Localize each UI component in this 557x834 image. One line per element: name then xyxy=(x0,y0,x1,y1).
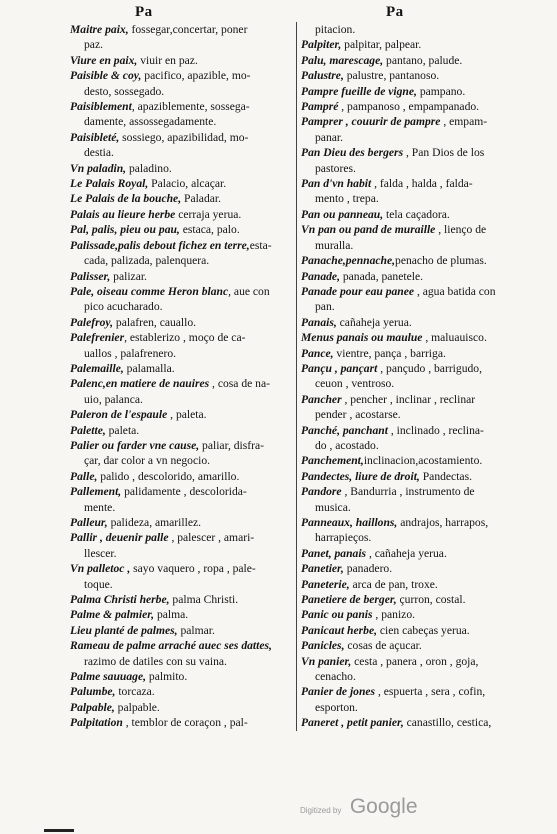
dictionary-entry-line xyxy=(301,469,527,484)
dictionary-entry-line xyxy=(301,130,527,145)
dictionary-entry-line xyxy=(70,361,285,376)
entry-headword: Pandectes, liure de droit, xyxy=(301,469,420,483)
entry-headword: Panché, panchant xyxy=(301,423,388,437)
entry-definition: estaca, palo. xyxy=(179,223,240,237)
dictionary-entry-line xyxy=(70,561,285,576)
entry-definition: , apaziblemente, sossega- xyxy=(131,100,250,114)
dictionary-column-left xyxy=(70,22,285,731)
dictionary-entry-line xyxy=(301,407,527,422)
entry-headword: Panache,pennache, xyxy=(301,254,396,268)
dictionary-entry-line xyxy=(301,438,527,453)
entry-definition: çurron, costal. xyxy=(396,593,466,607)
watermark-prefix: Digitized by xyxy=(300,806,342,815)
entry-definition: , falda , halda , falda- xyxy=(371,177,473,191)
entry-headword: Palumbe, xyxy=(70,685,116,699)
entry-definition: Paladar. xyxy=(181,192,222,206)
entry-definition: palma. xyxy=(154,608,189,622)
entry-headword: Pancher xyxy=(301,392,342,406)
entry-definition: palamalla. xyxy=(123,361,175,375)
dictionary-entry-line xyxy=(301,392,527,407)
dictionary-entry-line xyxy=(70,577,285,592)
entry-definition: pan. xyxy=(315,300,335,314)
entry-headword: Pampré xyxy=(301,100,339,114)
entry-definition: panadero. xyxy=(343,562,393,576)
entry-headword: Vn panier, xyxy=(301,654,352,668)
dictionary-entry-line xyxy=(301,145,527,160)
entry-definition: pender , acostarse. xyxy=(315,408,401,422)
entry-definition: llescer. xyxy=(84,546,117,560)
entry-definition: , empam- xyxy=(440,115,488,129)
entry-definition: palideza, amarillez. xyxy=(107,516,202,529)
dictionary-entry-line xyxy=(301,592,527,607)
dictionary-entry-line xyxy=(301,269,527,284)
entry-headword: Paisiblement xyxy=(70,100,132,114)
entry-headword: Pallement, xyxy=(70,485,122,499)
dictionary-entry-line xyxy=(301,346,527,361)
entry-definition: palma Christi. xyxy=(169,593,239,607)
entry-definition: andrajos, harrapos, xyxy=(397,516,489,529)
dictionary-entry-line xyxy=(301,68,527,83)
dictionary-entry-line xyxy=(70,330,285,345)
entry-headword: Panais, xyxy=(301,315,337,329)
dictionary-entry-line xyxy=(70,423,285,438)
entry-definition: palmar. xyxy=(177,623,215,637)
entry-headword: Palefrenier xyxy=(70,331,125,345)
entry-definition: , pencher , inclinar , reclinar xyxy=(341,392,476,406)
entry-headword: Palme & palmier, xyxy=(70,608,155,622)
digitized-watermark xyxy=(300,795,418,819)
dictionary-entry-line xyxy=(301,99,527,114)
entry-definition: mento , trepa. xyxy=(315,192,379,206)
dictionary-entry-line xyxy=(301,37,527,52)
google-logo: Google xyxy=(349,795,418,818)
dictionary-entry-line xyxy=(301,700,527,715)
entry-headword: Viure en paix, xyxy=(70,53,138,67)
entry-headword: Palefroy, xyxy=(70,315,114,329)
entry-headword: Palisser, xyxy=(70,269,111,283)
entry-definition: , pançudo , barrigudo, xyxy=(377,361,482,375)
entry-definition: pitacion. xyxy=(315,23,356,36)
dictionary-entry-line xyxy=(301,315,527,330)
entry-headword: Palais au lieure herbe xyxy=(70,207,176,221)
entry-definition: çar, dar color a vn negocio. xyxy=(84,454,211,468)
dictionary-entry-line xyxy=(301,330,527,345)
dictionary-entry-line xyxy=(70,222,285,237)
dictionary-entry-line xyxy=(301,423,527,438)
entry-headword: Panneaux, haillons, xyxy=(301,516,398,529)
entry-headword: Le Palais de la bouche, xyxy=(70,192,182,206)
entry-definition: , lienço de xyxy=(435,223,487,237)
dictionary-entry-line xyxy=(70,669,285,684)
entry-headword: Palpable, xyxy=(70,700,115,714)
entry-definition: paleta. xyxy=(105,423,140,437)
entry-definition: mente. xyxy=(84,500,116,514)
entry-definition: cien cabeças yerua. xyxy=(377,623,470,637)
dictionary-entry-line xyxy=(70,484,285,499)
entry-headword: Palier ou farder vne cause, xyxy=(70,438,200,452)
entry-definition: sayo vaquero , ropa , pale- xyxy=(130,562,256,576)
entry-headword: Paneterie, xyxy=(301,577,350,591)
entry-headword: Panic ou panis xyxy=(301,608,373,622)
entry-headword: Palette, xyxy=(70,423,106,437)
entry-headword: Panchement, xyxy=(301,454,364,468)
entry-definition: pastores. xyxy=(315,161,356,175)
dictionary-entry-line xyxy=(70,438,285,453)
entry-headword: Palenc,en matiere de nauires xyxy=(70,377,210,391)
entry-headword: Palu, marescage, xyxy=(301,53,384,67)
entry-headword: Pan d'vn habit xyxy=(301,177,372,191)
entry-definition: muralla. xyxy=(315,238,354,252)
entry-headword: Panetier, xyxy=(301,562,344,576)
entry-headword: Panade pour eau panee xyxy=(301,284,415,298)
dictionary-entry-line xyxy=(70,238,285,253)
dictionary-entry-line xyxy=(301,222,527,237)
dictionary-entry-line xyxy=(301,84,527,99)
dictionary-entry-line xyxy=(301,530,527,545)
dictionary-entry-line xyxy=(70,22,285,37)
entry-definition: fossegar,concertar, poner xyxy=(128,23,248,36)
dictionary-entry-line xyxy=(70,84,285,99)
dictionary-entry-line xyxy=(301,207,527,222)
entry-definition: panada, panetele. xyxy=(339,269,424,283)
dictionary-entry-line xyxy=(301,500,527,515)
entry-definition: , aue con xyxy=(228,284,270,298)
dictionary-entry-line xyxy=(70,145,285,160)
dictionary-entry-line xyxy=(301,114,527,129)
dictionary-entry-line xyxy=(70,638,285,653)
dictionary-entry-line xyxy=(301,654,527,669)
dictionary-entry-line xyxy=(301,546,527,561)
entry-headword: Pale, oiseau comme Heron blanc xyxy=(70,284,229,298)
dictionary-entry-line xyxy=(301,53,527,68)
entry-definition: , panizo. xyxy=(372,608,416,622)
entry-headword: Palpitation xyxy=(70,716,123,730)
entry-headword: Maitre paix, xyxy=(70,23,129,36)
entry-definition: , cosa de na- xyxy=(209,377,270,391)
dictionary-entry-line xyxy=(301,161,527,176)
dictionary-entry-line xyxy=(70,530,285,545)
entry-definition: uallos , palafrenero. xyxy=(84,346,177,360)
dictionary-entry-line xyxy=(301,299,527,314)
entry-definition: pantano, palude. xyxy=(383,53,463,67)
entry-headword: Panicles, xyxy=(301,639,345,653)
dictionary-entry-line xyxy=(301,669,527,684)
dictionary-entry-line xyxy=(301,638,527,653)
dictionary-entry-line xyxy=(70,700,285,715)
entry-definition: harrapieços. xyxy=(315,531,372,545)
entry-definition: palmito. xyxy=(146,670,188,684)
entry-headword: Pampre fueille de vigne, xyxy=(301,84,417,98)
entry-definition: paz. xyxy=(84,38,103,52)
dictionary-entry-line xyxy=(301,238,527,253)
dictionary-entry-line xyxy=(70,392,285,407)
entry-headword: Paisible & coy, xyxy=(70,69,142,83)
entry-definition: , pampanoso , empampanado. xyxy=(338,100,480,114)
dictionary-entry-line xyxy=(70,207,285,222)
entry-headword: Vn pan ou pand de muraille xyxy=(301,223,436,237)
entry-definition: uio, palanca. xyxy=(84,392,143,406)
dictionary-entry-line xyxy=(70,515,285,530)
dictionary-column-right xyxy=(296,22,527,731)
entry-definition: Pandectas. xyxy=(419,469,472,483)
entry-definition: torcaza. xyxy=(115,685,155,699)
entry-definition: palidamente , descolorida- xyxy=(121,485,247,499)
entry-definition: , Bandurria , instrumento de xyxy=(341,485,475,499)
entry-definition: palpitar, palpear. xyxy=(341,38,422,52)
dictionary-entry-line xyxy=(301,577,527,592)
dictionary-entry-line xyxy=(301,22,527,37)
entry-headword: Paneret , petit panier, xyxy=(301,716,404,730)
dictionary-entry-line xyxy=(301,376,527,391)
entry-definition: tela caçadora. xyxy=(383,207,450,221)
entry-definition: , temblor de coraçon , pal- xyxy=(122,716,248,730)
entry-definition: damente, assossegadamente. xyxy=(84,115,217,129)
dictionary-entry-line xyxy=(70,607,285,622)
entry-headword: Lieu planté de palmes, xyxy=(70,623,178,637)
entry-definition: , inclinado , reclina- xyxy=(387,423,484,437)
entry-definition: , Pan Dios de los xyxy=(403,146,485,160)
dictionary-entry-line xyxy=(70,299,285,314)
dictionary-entry-line xyxy=(70,315,285,330)
dictionary-entry-line xyxy=(70,346,285,361)
entry-definition: paliar, disfra- xyxy=(199,438,265,452)
entry-definition: , establerizo , moço de ca- xyxy=(124,331,246,345)
entry-headword: Pance, xyxy=(301,346,334,360)
dictionary-entry-line xyxy=(70,684,285,699)
dictionary-entry-line xyxy=(70,114,285,129)
entry-definition: cañaheja yerua. xyxy=(336,315,412,329)
entry-headword: Panade, xyxy=(301,269,340,283)
dictionary-entry-line xyxy=(301,684,527,699)
entry-definition: razimo de datiles con su vaina. xyxy=(84,654,227,668)
entry-headword: Palleur, xyxy=(70,516,108,529)
entry-definition: , agua batida con xyxy=(414,284,496,298)
entry-definition: cada, palizada, palenquera. xyxy=(84,254,210,268)
dictionary-entry-line xyxy=(70,592,285,607)
entry-headword: Pandore xyxy=(301,485,342,499)
entry-definition: pico acucharado. xyxy=(84,300,163,314)
entry-definition: penacho de plumas. xyxy=(395,254,487,268)
dictionary-entry-line xyxy=(70,53,285,68)
entry-definition: destia. xyxy=(84,146,114,160)
dictionary-entry-line xyxy=(70,654,285,669)
dictionary-entry-line xyxy=(301,484,527,499)
dictionary-entry-line xyxy=(70,546,285,561)
dictionary-entry-line xyxy=(70,500,285,515)
entry-headword: Palle, xyxy=(70,469,98,483)
dictionary-entry-line xyxy=(301,284,527,299)
dictionary-entry-line xyxy=(70,191,285,206)
dictionary-entry-line xyxy=(70,623,285,638)
entry-definition: toque. xyxy=(84,577,113,591)
entry-definition: panar. xyxy=(315,130,344,144)
entry-definition: paladino. xyxy=(126,161,172,175)
entry-definition: , palescer , amari- xyxy=(168,531,255,545)
entry-definition: cenacho. xyxy=(315,670,356,684)
entry-definition: do , acostado. xyxy=(315,438,379,452)
dictionary-entry-line xyxy=(70,284,285,299)
entry-headword: Pançu , pançart xyxy=(301,361,378,375)
entry-headword: Pan ou panneau, xyxy=(301,207,384,221)
entry-headword: Vn palletoc , xyxy=(70,562,131,576)
entry-headword: Pamprer , couurir de pampre xyxy=(301,115,441,129)
entry-headword: Palpiter, xyxy=(301,38,342,52)
entry-definition: arca de pan, troxe. xyxy=(349,577,438,591)
dictionary-entry-line xyxy=(70,68,285,83)
dictionary-entry-line xyxy=(70,715,285,730)
entry-headword: Palme sauuage, xyxy=(70,670,147,684)
entry-definition: Palacio, alcaçar. xyxy=(148,177,227,191)
entry-headword: Palemaille, xyxy=(70,361,124,375)
entry-definition: desto, sossegado. xyxy=(84,84,165,98)
entry-definition: , espuerta , sera , cofin, xyxy=(375,685,486,699)
dictionary-entry-line xyxy=(301,561,527,576)
dictionary-entry-line xyxy=(70,453,285,468)
entry-definition: inclinacion,acostamiento. xyxy=(363,454,483,468)
dictionary-entry-line xyxy=(301,607,527,622)
dictionary-entry-line xyxy=(70,176,285,191)
dictionary-entry-line xyxy=(301,176,527,191)
entry-headword: Menus panais ou maulue xyxy=(301,331,423,345)
dictionary-entry-line xyxy=(70,407,285,422)
dictionary-entry-line xyxy=(301,253,527,268)
dictionary-entry-line xyxy=(70,99,285,114)
entry-definition: sossiego, apazibilidad, mo- xyxy=(119,130,249,144)
dictionary-entry-line xyxy=(301,191,527,206)
dictionary-entry-line xyxy=(70,376,285,391)
entry-definition: pampano. xyxy=(416,84,466,98)
entry-definition: palafren, cauallo. xyxy=(113,315,197,329)
dictionary-entry-line xyxy=(301,515,527,530)
entry-headword: Paleron de l'espaule xyxy=(70,408,168,422)
entry-definition: , maluauisco. xyxy=(422,331,487,345)
entry-definition: vientre, pança , barriga. xyxy=(333,346,446,360)
entry-definition: esporton. xyxy=(315,700,358,714)
entry-definition: musica. xyxy=(315,500,351,514)
entry-headword: Le Palais Royal, xyxy=(70,177,149,191)
entry-headword: Panet, panais xyxy=(301,546,367,560)
entry-definition: ceuon , ventroso. xyxy=(315,377,395,391)
dictionary-entry-line xyxy=(301,361,527,376)
dictionary-entry-line xyxy=(70,253,285,268)
entry-headword: Pallir , deuenir palle xyxy=(70,531,169,545)
entry-headword: Panicaut herbe, xyxy=(301,623,378,637)
entry-definition: cerraja yerua. xyxy=(175,207,242,221)
entry-definition: esta- xyxy=(249,238,272,252)
dictionary-entry-line xyxy=(70,269,285,284)
entry-headword: Rameau de palme arraché auec ses dattes, xyxy=(70,639,272,653)
entry-headword: Pan Dieu des bergers xyxy=(301,146,404,160)
entry-definition: canastillo, cestica, xyxy=(403,716,492,730)
dictionary-entry-line xyxy=(70,130,285,145)
running-head-left: Pa xyxy=(135,4,153,20)
dictionary-entry-line xyxy=(70,37,285,52)
footer-rule xyxy=(44,829,74,832)
entry-definition: palpable. xyxy=(114,700,160,714)
entry-definition: pacifico, apazible, mo- xyxy=(141,69,251,83)
entry-definition: palustre, pantanoso. xyxy=(343,69,440,83)
entry-headword: Pal, palis, pieu ou pau, xyxy=(70,223,180,237)
dictionary-entry-line xyxy=(70,161,285,176)
entry-definition: , cañaheja yerua. xyxy=(366,546,447,560)
dictionary-entry-line xyxy=(301,715,527,730)
entry-headword: Palma Christi herbe, xyxy=(70,593,170,607)
entry-definition: , paleta. xyxy=(167,408,207,422)
entry-headword: Palissade,palis debout fichez en terre, xyxy=(70,238,250,252)
entry-headword: Panier de jones xyxy=(301,685,376,699)
entry-definition: palizar. xyxy=(110,269,147,283)
entry-headword: Panetiere de berger, xyxy=(301,593,397,607)
entry-definition: cosas de açucar. xyxy=(344,639,422,653)
dictionary-entry-line xyxy=(70,469,285,484)
dictionary-entry-line xyxy=(301,623,527,638)
entry-definition: viuir en paz. xyxy=(137,53,198,67)
entry-definition: cesta , panera , oron , goja, xyxy=(351,654,479,668)
entry-definition: palido , descolorido, amarillo. xyxy=(97,469,240,483)
entry-headword: Palustre, xyxy=(301,69,344,83)
entry-headword: Vn paladin, xyxy=(70,161,127,175)
entry-headword: Paisibleté, xyxy=(70,130,120,144)
running-head-right: Pa xyxy=(386,4,404,20)
dictionary-entry-line xyxy=(301,453,527,468)
